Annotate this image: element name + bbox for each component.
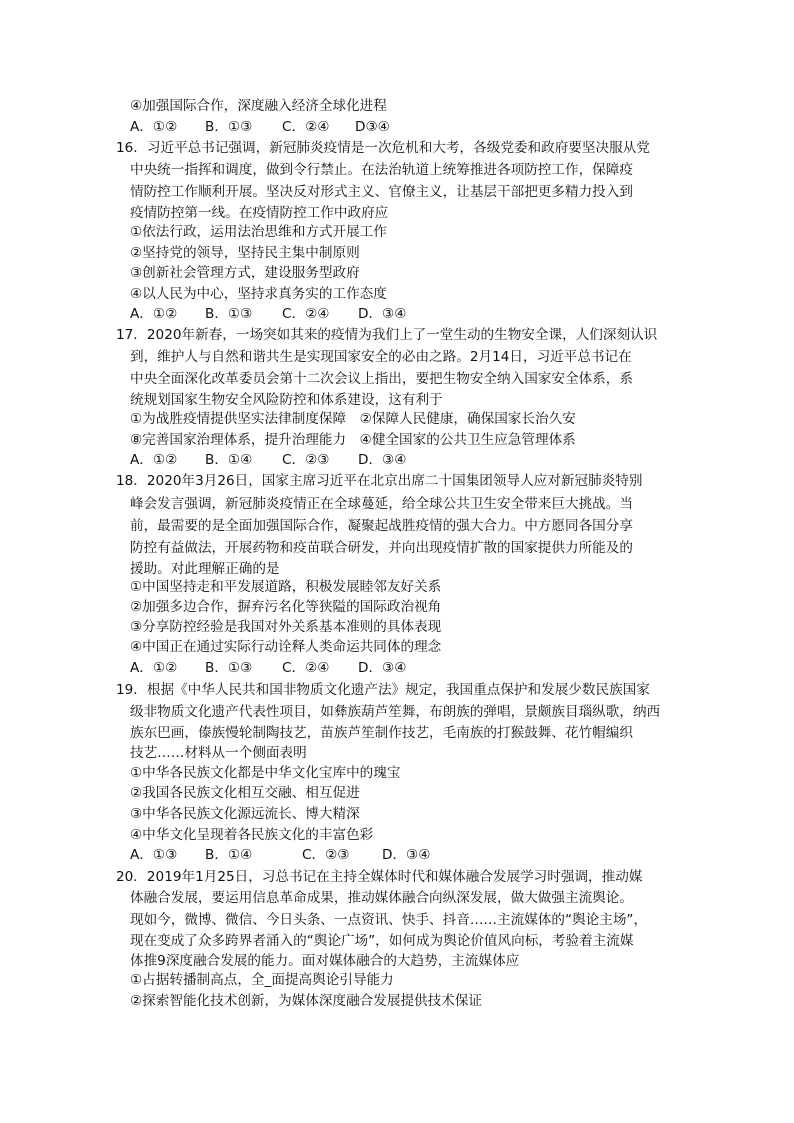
q19-option: ③中华各民族文化源远流长、博大精深 <box>130 806 360 822</box>
choice-c: C．②④ <box>282 660 330 676</box>
q16-option: ①依法行政，运用法治思维和方式开展工作 <box>130 224 387 240</box>
choice-d: D．③④ <box>358 306 407 322</box>
q20-option: ②探索智能化技术创新，为媒体深度融合发展提供技术保证 <box>130 993 483 1009</box>
q17-option: ①为战胜疫情提供坚实法律制度保障 ②保障人民健康，确保国家长治久安 <box>130 411 576 427</box>
q18-option: ④中国正在通过实际行动诠释人类命运共同体的理念 <box>130 639 442 655</box>
q20-stem-line: 现如今，微博、微信、今日头条、一点资讯、快手、抖音……主流媒体的“舆论主场”， <box>130 912 648 928</box>
q17-stem-line: 17．2020年新春，一场突如其来的疫情为我们上了一堂生动的生物安全课，人们深刻认识 <box>116 327 658 343</box>
choice-d: D．③④ <box>358 660 407 676</box>
q18-option: ②加强多边合作，摒弃污名化等狭隘的国际政治视角 <box>130 599 442 615</box>
q17-stem-line: 中央全面深化改革委员会第十二次会议上指出，要把生物安全纳入国家安全体系，系 <box>130 371 633 387</box>
q16-option: ②坚持党的领导，坚持民主集中制原则 <box>130 245 360 261</box>
q19-stem-line: 级非物质文化遗产代表性项目，如彝族葫芦笙舞，布朗族的弹唱，景颇族目瑙纵歌，纳西 <box>130 704 661 720</box>
q20-stem-line: 体融合发展，要运用信息革命成果，推动媒体融合向纵深发展，做大做强主流舆论。 <box>130 890 633 906</box>
choice-b: B．①③ <box>205 306 253 322</box>
q18-stem-line: 峰会发言强调，新冠肺炎疫情正在全球蔓延，给全球公共卫生安全带来巨大挑战。当 <box>130 496 633 512</box>
q19-stem-line: 族东巴画，傣族慢轮制陶技艺，苗族芦笙制作技艺，毛南族的打猴鼓舞、花竹帽编织 <box>130 725 633 741</box>
q18-stem-line: 前，最需要的是全面加强国际合作，凝聚起战胜疫情的强大合力。中方愿同各国分享 <box>130 518 633 534</box>
q19-option: ④中华文化呈现着各民族文化的丰富色彩 <box>130 827 374 843</box>
q16-option: ③创新社会管理方式，建设服务型政府 <box>130 265 360 281</box>
choice-a: A．①② <box>130 452 178 468</box>
q20-option: ①占据转播制高点，全_面提高舆论引导能力 <box>130 972 394 988</box>
choice-a: A．①② <box>130 660 178 676</box>
q19-stem-line: 19．根据《中华人民共和国非物质文化遗产法》规定，我国重点保护和发展少数民族国家 <box>116 682 650 698</box>
q18-stem-line: 防控有益做法，开展药物和疫苗联合研发，并向出现疫情扩散的国家提供力所能及的 <box>130 540 633 556</box>
q17-stem-line: 统规划国家生物安全风险防控和体系建设，这有利于 <box>130 392 443 408</box>
q16-stem-line: 情防控工作顺利开展。坚决反对形式主义、官僚主义，让基层干部把更多精力投入到 <box>130 184 633 200</box>
q20-stem-line: 体推9深度融合发展的能力。面对媒体融合的大趋势，主流媒体应 <box>130 953 520 969</box>
choice-a: A．①③ <box>130 847 178 863</box>
choice-d: D．③④ <box>382 847 431 863</box>
choice-d: D．③④ <box>358 452 407 468</box>
choice-b: B．①④ <box>205 847 253 863</box>
q18-option: ③分享防控经验是我国对外关系基本准则的具体表现 <box>130 619 442 635</box>
choice-c: C．②④ <box>282 306 330 322</box>
q16-stem-line: 中央统一指挥和调度，做到令行禁止。在法治轨道上统筹推进各项防控工作，保障疫 <box>130 162 633 178</box>
choice-c: C．②③ <box>282 452 330 468</box>
choice-d: D③④ <box>355 119 390 135</box>
q16-stem-line: 疫情防控第一线。在疫情防控工作中政府应 <box>130 205 389 221</box>
q16-stem-line: 16．习近平总书记强调，新冠肺炎疫情是一次危机和大考，各级党委和政府要坚决服从党 <box>116 140 650 156</box>
q18-stem-line: 援助。对此理解正确的是 <box>130 561 280 577</box>
q19-option: ②我国各民族文化相互交融、相互促进 <box>130 785 360 801</box>
choice-c: C．②④ <box>282 119 330 135</box>
q18-stem-line: 18．2020年3月26日，国家主席习近平在北京出席二十国集团领导人应对新冠肺炎特别 <box>116 473 643 489</box>
q20-stem-line: 20．2019年1月25日，习总书记在主持全媒体时代和媒体融合发展学习时强调，推动媒 <box>116 869 643 885</box>
choice-a: A．①② <box>130 306 178 322</box>
q19-stem-line: 技艺……材料从一个侧面表明 <box>130 745 307 761</box>
q17-option: ⑧完善国家治理体系，提升治理能力 ④健全国家的公共卫生应急管理体系 <box>130 432 576 448</box>
choice-c: C．②③ <box>302 847 350 863</box>
choice-b: B．①③ <box>205 119 253 135</box>
choice-b: B．①③ <box>205 660 253 676</box>
q20-stem-line: 现在变成了众多跨界者涌入的“舆论广场”，如何成为舆论价值风向标，考验着主流媒 <box>130 933 634 949</box>
choice-b: B．①④ <box>205 452 253 468</box>
q17-stem-line: 到，维护人与自然和谐共生是实现国家安全的必由之路。2月14日，习近平总书记在 <box>130 349 632 365</box>
option-4: ④加强国际合作，深度融入经济全球化进程 <box>130 98 387 114</box>
q16-option: ④以人民为中心，坚持求真务实的工作态度 <box>130 286 387 302</box>
choice-a: A．①② <box>130 119 178 135</box>
q19-option: ①中华各民族文化都是中华文化宝库中的瑰宝 <box>130 765 401 781</box>
q18-option: ①中国坚持走和平发展道路，积极发展睦邻友好关系 <box>130 579 442 595</box>
